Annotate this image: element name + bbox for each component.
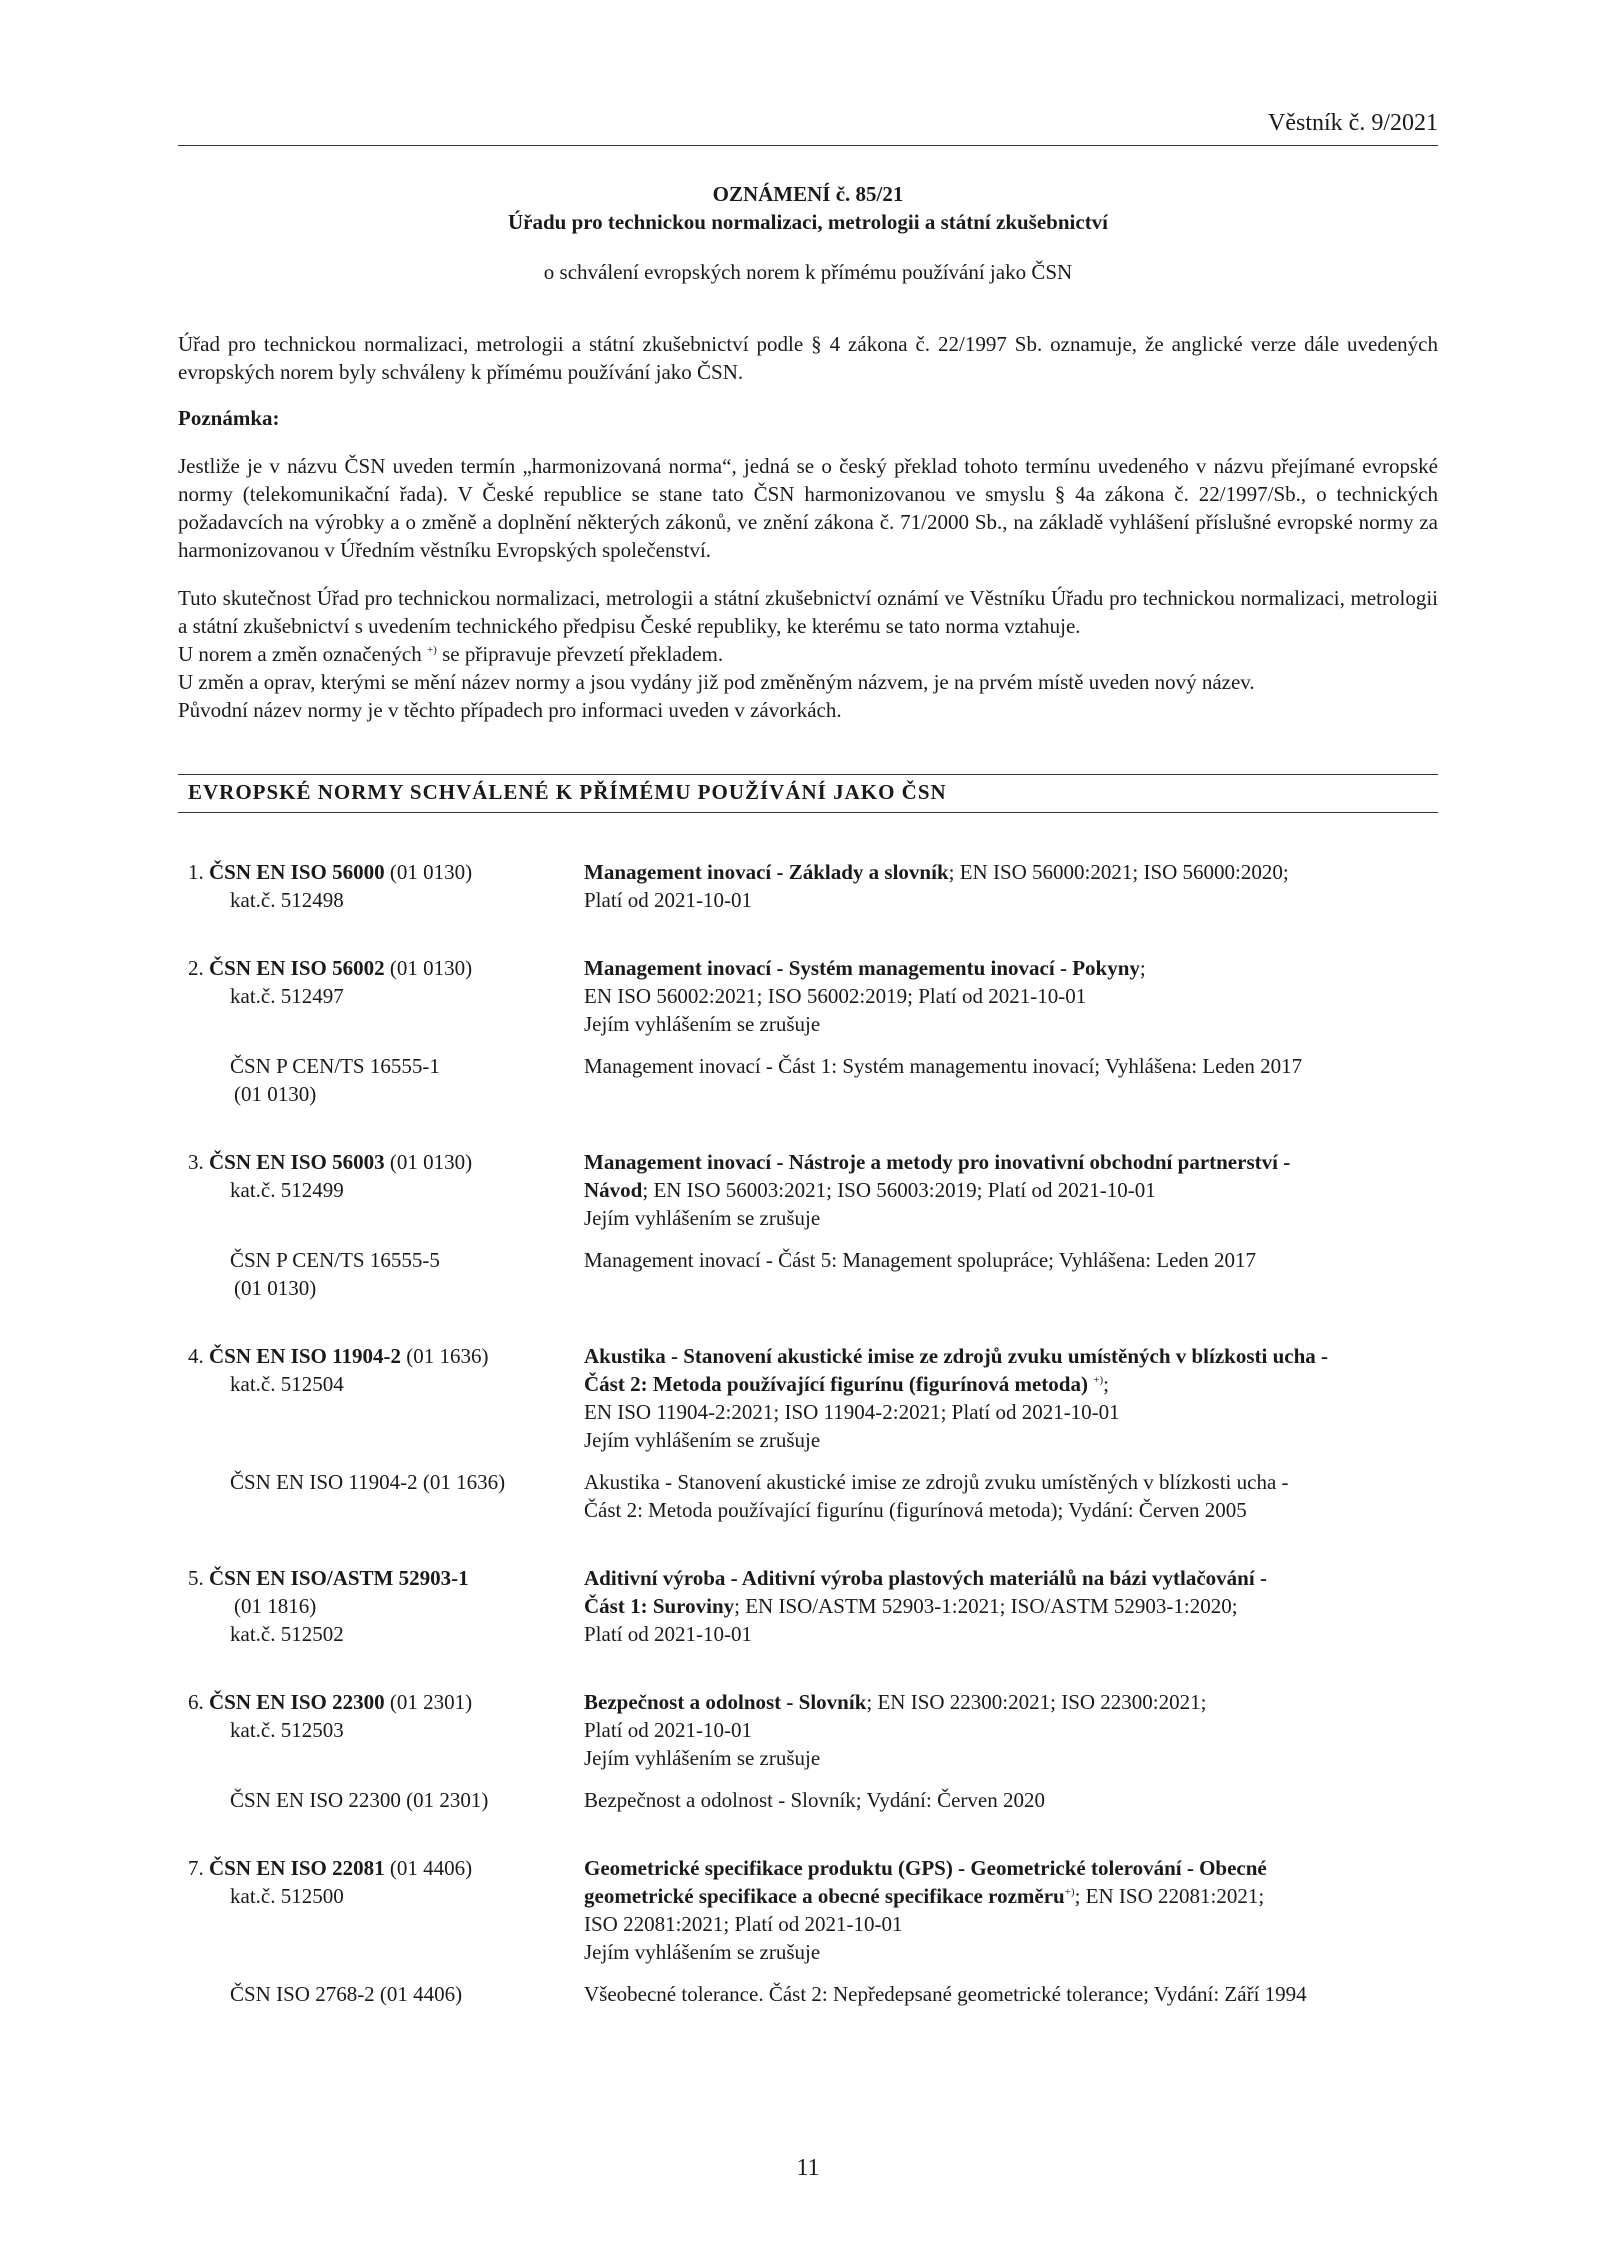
norm-row <box>178 1854 1438 1966</box>
catalog-number: kat.č. 512503 <box>230 1718 344 1742</box>
norm-description <box>584 1688 1438 1772</box>
norm-description <box>584 1564 1438 1648</box>
replaced-norm-code: ČSN ISO 2768-2 (01 4406) <box>230 1982 463 2006</box>
norms-list <box>178 858 1438 2048</box>
norm-references: EN ISO 56002:2021; ISO 56002:2019; Platí od 2021-10-01 <box>584 984 1087 1008</box>
norm-row <box>178 1342 1438 1454</box>
norm-item-1 <box>178 858 1438 914</box>
translation-note <box>178 640 1438 668</box>
norm-code: ČSN EN ISO 22300 <box>209 1690 385 1714</box>
norm-item-2 <box>178 954 1438 1108</box>
norm-title-line2: Část 2: Metoda používající figurínu (figurínová metoda) <box>584 1372 1088 1396</box>
norm-item-6 <box>178 1688 1438 1814</box>
catalog-number: kat.č. 512500 <box>230 1884 344 1908</box>
journal-header: Věstník č. 9/2021 <box>1268 110 1438 136</box>
replaced-norm-title-line2: Část 2: Metoda používající figurínu (figurínová metoda); Vydání: Červen 2005 <box>584 1498 1247 1522</box>
norm-references: EN ISO 11904-2:2021; ISO 11904-2:2021; Platí od 2021-10-01 <box>584 1400 1120 1424</box>
norm-title: Management inovací - Systém managementu inovací - Pokyny <box>584 956 1140 980</box>
intro-paragraph <box>178 330 1438 386</box>
replaced-norm-row <box>178 1980 1438 2008</box>
norm-number: 5. <box>188 1566 204 1590</box>
norm-description <box>584 1148 1438 1232</box>
note-heading <box>178 404 1438 432</box>
replaced-norm-class: (01 0130) <box>234 1082 317 1106</box>
replaced-norm-row <box>178 1246 1438 1302</box>
norm-title-line1: Geometrické specifikace produktu (GPS) - Geometrické tolerování - Obecné <box>584 1856 1267 1880</box>
note-heading-text: Poznámka: <box>178 406 280 430</box>
cancellation-note: Jejím vyhlášením se zrušuje <box>584 1940 821 1964</box>
norm-number: 4. <box>188 1344 204 1368</box>
norm-identifier <box>178 1148 584 1232</box>
norm-item-7 <box>178 1854 1438 2008</box>
norm-title-line2: geometrické specifikace a obecné specifikace rozměru <box>584 1884 1065 1908</box>
norm-references-line2: ISO 22081:2021; Platí od 2021-10-01 <box>584 1912 903 1936</box>
replaced-norm-row <box>178 1052 1438 1108</box>
norm-class: (01 1636) <box>406 1344 489 1368</box>
announcement-number: OZNÁMENÍ č. 85/21 <box>712 182 904 206</box>
catalog-number: kat.č. 512502 <box>230 1622 344 1646</box>
translation-mark: +) <box>1093 1374 1104 1386</box>
info-paragraph <box>178 584 1438 724</box>
norm-description: Akustika - Stanovení akustické imise ze zdrojů zvuku umístěných v blízkosti ucha - Část 2: Metoda používající figurínu (figurínová metoda) +); EN ISO 11904-2:2021; ISO 11904-2:2021; Platí od 2021-10-01 Jejím vyhlášením se zrušuje <box>584 1342 1438 1454</box>
intro-text: Úřad pro technickou normalizaci, metrologii a státní zkušebnictví podle § 4 zákona č. 22/1997 Sb. oznamuje, že anglické verze dále uvedených evropských norem byly schváleny k přímému používání jako ČSN. <box>178 332 1438 384</box>
section-rule-top <box>178 774 1438 775</box>
norm-row <box>178 1564 1438 1648</box>
translation-note-pre: U norem a změn označených <box>178 642 422 666</box>
norm-description <box>584 1854 1438 1966</box>
norm-class: (01 4406) <box>389 1856 473 1880</box>
norm-number: 2. <box>188 956 204 980</box>
norm-title-line1: Management inovací - Nástroje a metody pro inovativní obchodní partnerství - <box>584 1150 1291 1174</box>
norm-title-line2: Návod <box>584 1178 643 1202</box>
replaced-norm-row <box>178 1468 1438 1524</box>
original-name-note: Původní název normy je v těchto případech pro informaci uveden v závorkách. <box>178 698 842 722</box>
translation-mark: +) <box>426 644 437 656</box>
replaced-norm-title: Management inovací - Část 5: Management spolupráce; Vyhlášena: Leden 2017 <box>584 1248 1256 1272</box>
replaced-norm-code: ČSN P CEN/TS 16555-5 <box>230 1248 440 1272</box>
norm-class: (01 0130) <box>389 956 473 980</box>
norm-class: (01 2301) <box>389 1690 473 1714</box>
replaced-norm-identifier <box>178 1980 584 2008</box>
norm-title-line1: Aditivní výroba - Aditivní výroba plastových materiálů na bázi vytlačování - <box>584 1566 1267 1590</box>
replaced-norm-identifier <box>178 1246 584 1302</box>
norm-description <box>584 858 1438 914</box>
norm-item-4 <box>178 1342 1438 1524</box>
norm-class: (01 0130) <box>389 860 473 884</box>
norm-row <box>178 954 1438 1038</box>
norm-number: 6. <box>188 1690 204 1714</box>
norm-title: Bezpečnost a odolnost - Slovník <box>584 1690 867 1714</box>
document-page <box>178 0 1438 2263</box>
header-rule <box>178 145 1438 146</box>
norm-references: ; EN ISO 22300:2021; ISO 22300:2021; <box>866 1690 1207 1714</box>
norm-identifier <box>178 1854 584 1966</box>
norm-number: 7. <box>188 1856 204 1880</box>
translation-note-post: se připravuje převzetí překladem. <box>442 642 724 666</box>
catalog-number: kat.č. 512497 <box>230 984 344 1008</box>
norm-class: (01 0130) <box>389 1150 473 1174</box>
announcement-subject: o schválení evropských norem k přímému používání jako ČSN <box>543 260 1073 284</box>
norm-item-3 <box>178 1148 1438 1302</box>
translation-mark: +) <box>1064 1886 1075 1898</box>
norm-number: 1. <box>188 860 204 884</box>
cancellation-note: Jejím vyhlášením se zrušuje <box>584 1746 821 1770</box>
rename-note: U změn a oprav, kterými se mění název normy a jsou vydány již pod změněným názvem, je na prvém místě uveden nový název. <box>178 670 1255 694</box>
norm-identifier <box>178 858 584 914</box>
cancellation-note: Jejím vyhlášením se zrušuje <box>584 1206 821 1230</box>
norm-title-line2: Část 1: Suroviny <box>584 1594 735 1618</box>
replaced-norm-identifier <box>178 1052 584 1108</box>
norm-code: ČSN EN ISO 56003 <box>209 1150 385 1174</box>
replaced-norm-class: (01 0130) <box>234 1276 317 1300</box>
replaced-norm-title: Management inovací - Část 1: Systém managementu inovací; Vyhlášena: Leden 2017 <box>584 1054 1303 1078</box>
replaced-norm-title: Všeobecné tolerance. Část 2: Nepředepsané geometrické tolerance; Vydání: Září 1994 <box>584 1982 1307 2006</box>
replaced-norm-title-line1: Akustika - Stanovení akustické imise ze zdrojů zvuku umístěných v blízkosti ucha - <box>584 1470 1289 1494</box>
norm-identifier <box>178 1342 584 1454</box>
norm-references: ; EN ISO/ASTM 52903-1:2021; ISO/ASTM 52903-1:2020; <box>734 1594 1238 1618</box>
norm-number: 3. <box>188 1150 204 1174</box>
replaced-norm-code: ČSN EN ISO 11904-2 (01 1636) <box>230 1470 506 1494</box>
norm-code: ČSN EN ISO 56000 <box>209 860 385 884</box>
catalog-number: kat.č. 512498 <box>230 888 344 912</box>
validity-date: Platí od 2021-10-01 <box>584 888 752 912</box>
validity-date: Platí od 2021-10-01 <box>584 1622 752 1646</box>
norm-references: ; EN ISO 56000:2021; ISO 56000:2020; <box>948 860 1289 884</box>
replaced-norm-code: ČSN P CEN/TS 16555-1 <box>230 1054 440 1078</box>
replaced-norm-description <box>584 1468 1438 1524</box>
replaced-norm-identifier <box>178 1786 584 1814</box>
norm-title-line1: Akustika - Stanovení akustické imise ze zdrojů zvuku umístěných v blízkosti ucha - <box>584 1344 1329 1368</box>
cancellation-note: Jejím vyhlášením se zrušuje <box>584 1428 821 1452</box>
note-text: Jestliže je v názvu ČSN uveden termín „harmonizovaná norma“, jedná se o český překlad tohoto termínu uvedeného v názvu přejímané evropské normy (telekomunikační řada). V České republice se stane tato ČSN harmonizovanou ve smyslu § 4a zákona č. 22/1997/Sb., o technických požadavcích na výrobky a o změně a doplnění některých zákonů, ve znění zákona č. 71/2000 Sb., na základě vyhlášení příslušné evropské normy za harmonizovanou v Úředním věstníku Evropských společenství. <box>178 454 1438 562</box>
replaced-norm-row <box>178 1786 1438 1814</box>
replaced-norm-identifier <box>178 1468 584 1524</box>
norm-row <box>178 1688 1438 1772</box>
catalog-number: kat.č. 512504 <box>230 1372 344 1396</box>
page-number: 11 <box>796 2155 820 2181</box>
norm-description: Management inovací - Systém managementu inovací - Pokyny; EN ISO 56002:2021; ISO 56002:2019; Platí od 2021-10-01 Jejím vyhlášením se zrušuje <box>584 954 1438 1038</box>
norm-row <box>178 858 1438 914</box>
norm-code: ČSN EN ISO 11904-2 <box>209 1344 401 1368</box>
norm-code: ČSN EN ISO/ASTM 52903-1 <box>209 1566 469 1590</box>
norm-row <box>178 1148 1438 1232</box>
replaced-norm-title: Bezpečnost a odolnost - Slovník; Vydání: Červen 2020 <box>584 1788 1045 1812</box>
cancellation-note: Jejím vyhlášením se zrušuje <box>584 1012 821 1036</box>
validity-date: Platí od 2021-10-01 <box>584 1718 752 1742</box>
norm-code: ČSN EN ISO 56002 <box>209 956 385 980</box>
norm-class: (01 1816) <box>234 1594 317 1618</box>
norm-references: ; EN ISO 56003:2021; ISO 56003:2019; Platí od 2021-10-01 <box>642 1178 1156 1202</box>
catalog-number: kat.č. 512499 <box>230 1178 344 1202</box>
note-paragraph <box>178 452 1438 564</box>
norm-identifier <box>178 1564 584 1648</box>
office-name: Úřadu pro technickou normalizaci, metrologii a státní zkušebnictví <box>507 210 1109 234</box>
title-block <box>178 180 1438 286</box>
replaced-norm-code: ČSN EN ISO 22300 (01 2301) <box>230 1788 489 1812</box>
info-text: Tuto skutečnost Úřad pro technickou normalizaci, metrologii a státní zkušebnictví oznámí ve Věstníku Úřadu pro technickou normalizaci, metrologii a státní zkušebnictví s uvedením technického předpisu České republiky, ke kterému se tato norma vztahuje. <box>178 586 1438 638</box>
norm-references: ; EN ISO 22081:2021; <box>1074 1884 1265 1908</box>
norm-title: Management inovací - Základy a slovník <box>584 860 949 884</box>
norm-identifier <box>178 1688 584 1772</box>
norm-code: ČSN EN ISO 22081 <box>209 1856 385 1880</box>
norm-item-5 <box>178 1564 1438 1648</box>
section-heading: EVROPSKÉ NORMY SCHVÁLENÉ K PŘÍMÉMU POUŽÍVÁNÍ JAKO ČSN <box>188 780 947 804</box>
norm-identifier <box>178 954 584 1038</box>
section-rule-bottom <box>178 812 1438 813</box>
